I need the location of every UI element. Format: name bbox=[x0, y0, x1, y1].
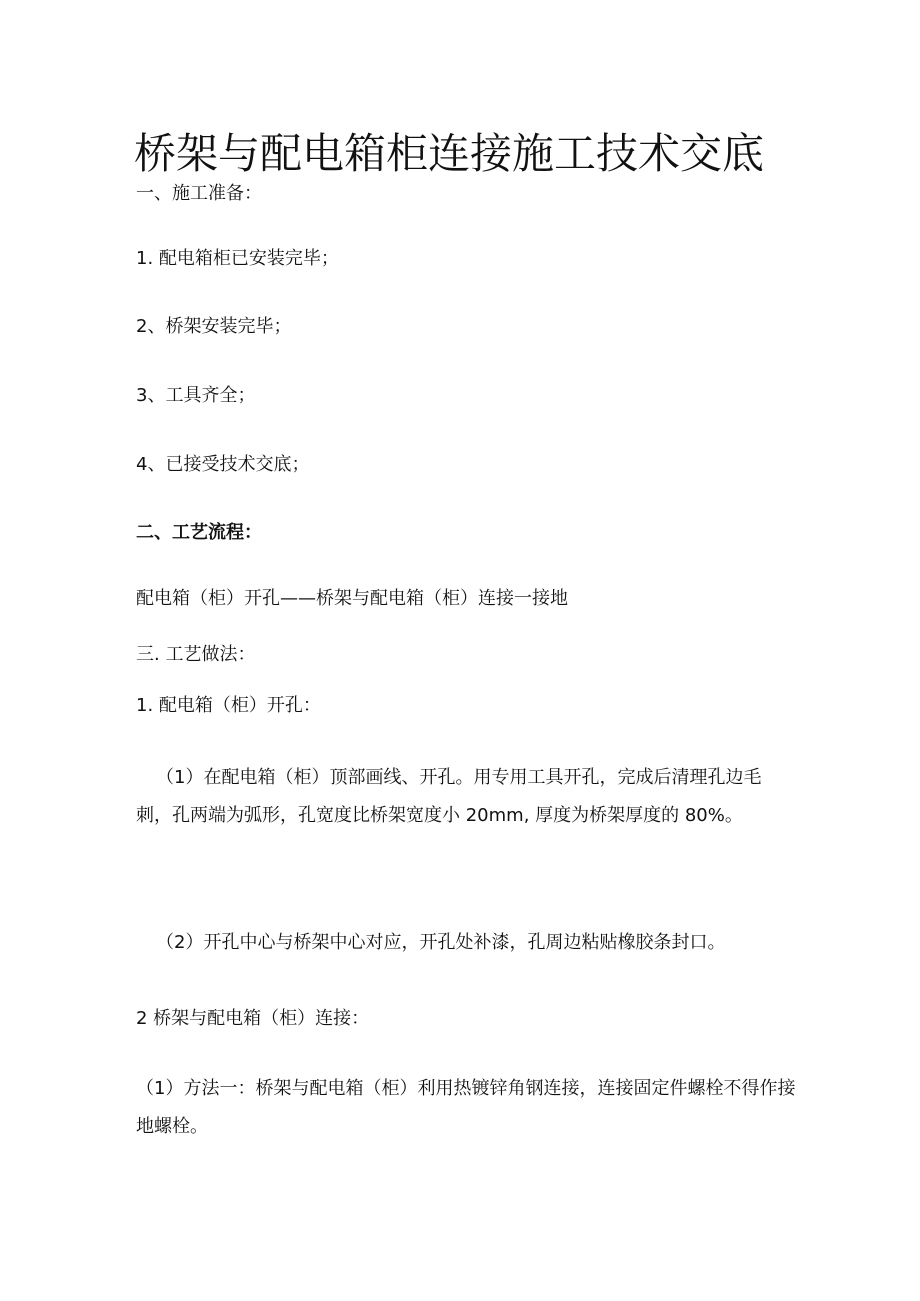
document-title: 桥架与配电箱柜连接施工技术交底 bbox=[134, 129, 765, 178]
paragraph-connection-method-1: （1）方法一：桥架与配电箱（柜）利用热镀锌角钢连接，连接固定件螺栓不得作接地螺栓。 bbox=[136, 1078, 796, 1137]
prep-item-3: 3、工具齐全； bbox=[136, 385, 256, 406]
process-flow-text: 配电箱（柜）开孔——桥架与配电箱（柜）连接一接地 bbox=[136, 588, 568, 609]
section-heading-preparation: 一、施工准备： bbox=[136, 183, 262, 204]
section-heading-process: 二、工艺流程： bbox=[136, 522, 262, 543]
section-heading-method: 三. 工艺做法： bbox=[136, 644, 256, 665]
prep-item-2: 2、桥架安装完毕； bbox=[136, 316, 292, 337]
subheading-connection: 2 桥架与配电箱（柜）连接： bbox=[136, 1008, 370, 1029]
subheading-opening: 1. 配电箱（柜）开孔： bbox=[136, 695, 321, 716]
prep-item-4: 4、已接受技术交底； bbox=[136, 454, 310, 475]
paragraph-opening-step-1: （1）在配电箱（柜）顶部画线、开孔。用专用工具开孔，完成后清理孔边毛刺，孔两端为弧形，孔宽度比桥架宽度小 20mm, 厚度为桥架厚度的 80%。 bbox=[136, 767, 762, 826]
paragraph-opening-step-2: （2）开孔中心与桥架中心对应，开孔处补漆，孔周边粘贴橡胶条封口。 bbox=[156, 932, 726, 953]
prep-item-1: 1. 配电箱柜已安装完毕； bbox=[136, 248, 339, 269]
